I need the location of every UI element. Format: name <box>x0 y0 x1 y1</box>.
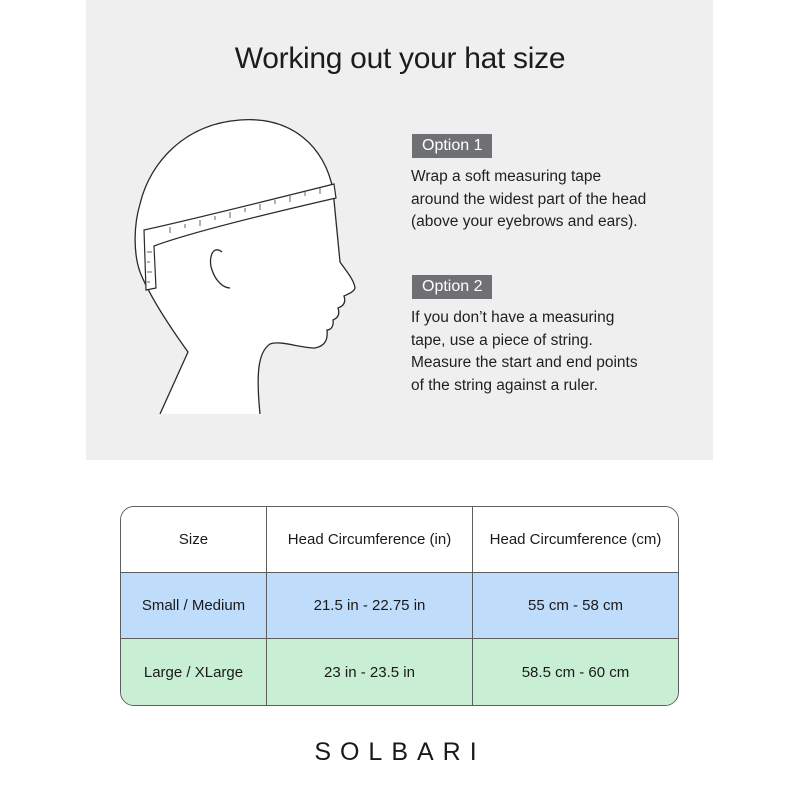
size-cell: Large / XLarge <box>121 639 267 705</box>
header-circumference-cm: Head Circumference (cm) <box>473 507 678 573</box>
cm-cell: 58.5 cm - 60 cm <box>473 639 678 705</box>
size-cell: Small / Medium <box>121 573 267 639</box>
option-2-text: If you don’t have a measuring tape, use a piece of string. Measure the start and end points of the string against a ruler. <box>411 309 638 394</box>
table-header-row <box>121 507 678 573</box>
brand-logo: SOLBARI <box>314 738 486 766</box>
header-size: Size <box>121 507 267 573</box>
table-row <box>121 639 678 705</box>
option-1-badge: Option 1 <box>412 134 492 158</box>
inches-cell: 23 in - 23.5 in <box>267 639 473 705</box>
head-outline <box>135 120 355 414</box>
inches-cell: 21.5 in - 22.75 in <box>267 573 473 639</box>
option-1-text: Wrap a soft measuring tape around the widest part of the head (above your eyebrows and ears). <box>411 168 647 230</box>
size-chart-table <box>120 506 679 706</box>
option-2-badge: Option 2 <box>412 275 492 299</box>
head-measuring-tape-illustration <box>130 112 370 414</box>
header-circumference-in: Head Circumference (in) <box>267 507 473 573</box>
page-title: Working out your hat size <box>234 42 566 75</box>
cm-cell: 55 cm - 58 cm <box>473 573 678 639</box>
table-row <box>121 573 678 639</box>
